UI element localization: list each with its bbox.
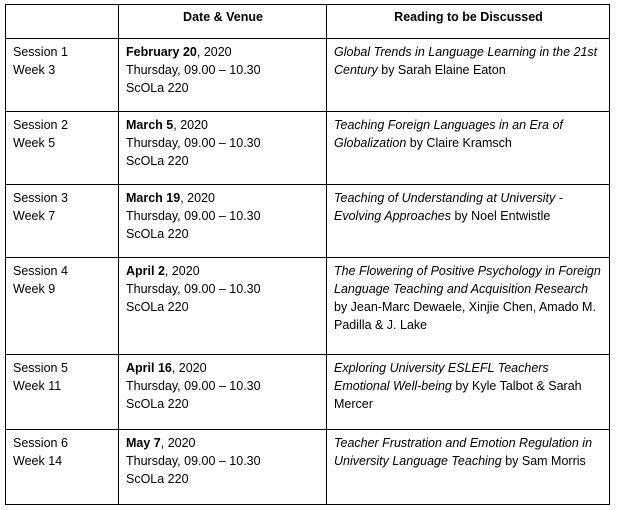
header-session (6, 5, 119, 39)
table-row (6, 430, 610, 505)
session-cell (6, 258, 119, 355)
header-reading: Reading to be Discussed (327, 5, 610, 39)
reading-cell (327, 258, 610, 355)
session-time: Thursday, 09.00 – 10.30 (126, 63, 261, 77)
session-date: April 2 (126, 264, 165, 278)
reading-title: Teaching of Understanding at University - Evolving Approaches (334, 191, 563, 223)
reading-author: by Sarah Elaine Eaton (377, 63, 506, 77)
session-cell (6, 355, 119, 430)
session-year: , 2020 (171, 361, 207, 375)
session-venue: ScOLa 220 (126, 300, 189, 314)
session-time: Thursday, 09.00 – 10.30 (126, 379, 261, 393)
reading-title: The Flowering of Positive Psychology in Foreign Language Teaching and Acquisition Research (334, 264, 601, 296)
session-date: March 5 (126, 118, 174, 132)
header-date-venue: Date & Venue (119, 5, 327, 39)
reading-cell (327, 39, 610, 112)
session-number: Session 6 (13, 436, 68, 450)
session-time: Thursday, 09.00 – 10.30 (126, 282, 261, 296)
reading-title: Global Trends in Language Learning in the 21st Century (334, 45, 598, 77)
date-venue-cell (119, 112, 327, 185)
session-number: Session 5 (13, 361, 68, 375)
date-venue-cell (119, 258, 327, 355)
session-number: Session 4 (13, 264, 68, 278)
session-date: March 19 (126, 191, 181, 205)
table-row (6, 185, 610, 258)
session-number: Session 2 (13, 118, 68, 132)
reading-cell (327, 355, 610, 430)
date-venue-cell (119, 430, 327, 505)
session-number: Session 3 (13, 191, 68, 205)
table-row (6, 355, 610, 430)
date-venue-cell (119, 355, 327, 430)
session-date: February 20 (126, 45, 197, 59)
session-venue: ScOLa 220 (126, 227, 189, 241)
reading-title: Teaching Foreign Languages in an Era of Globalization (334, 118, 563, 150)
session-time: Thursday, 09.00 – 10.30 (126, 209, 261, 223)
session-number: Session 1 (13, 45, 68, 59)
session-time: Thursday, 09.00 – 10.30 (126, 136, 261, 150)
session-week: Week 14 (13, 454, 63, 468)
reading-author: by Jean-Marc Dewaele, Xinjie Chen, Amado M. Padilla & J. Lake (334, 300, 596, 332)
reading-author: by Sam Morris (501, 454, 586, 468)
session-week: Week 11 (13, 379, 62, 393)
session-date: April 16 (126, 361, 172, 375)
table-row (6, 112, 610, 185)
session-cell (6, 39, 119, 112)
date-venue-cell (119, 185, 327, 258)
session-date: May 7 (126, 436, 161, 450)
session-year: , 2020 (160, 436, 196, 450)
reading-cell (327, 430, 610, 505)
session-year: , 2020 (164, 264, 200, 278)
session-venue: ScOLa 220 (126, 81, 189, 95)
schedule-table (5, 4, 610, 505)
reading-author: by Noel Entwistle (450, 209, 551, 223)
session-cell (6, 112, 119, 185)
date-venue-cell (119, 39, 327, 112)
header-row (6, 5, 610, 39)
reading-cell (327, 112, 610, 185)
reading-cell (327, 185, 610, 258)
session-time: Thursday, 09.00 – 10.30 (126, 454, 261, 468)
reading-title: Teacher Frustration and Emotion Regulation in University Language Teaching (334, 436, 593, 468)
reading-author: by Kyle Talbot & Sarah Mercer (334, 379, 582, 411)
session-venue: ScOLa 220 (126, 472, 189, 486)
session-year: , 2020 (196, 45, 232, 59)
session-year: , 2020 (173, 118, 209, 132)
table-row (6, 39, 610, 112)
session-venue: ScOLa 220 (126, 397, 189, 411)
table-row (6, 258, 610, 355)
session-week: Week 3 (13, 63, 56, 77)
session-week: Week 5 (13, 136, 56, 150)
reading-title: Exploring University ESLEFL Teachers Emotional Well-being (334, 361, 549, 393)
session-week: Week 9 (13, 282, 56, 296)
session-week: Week 7 (13, 209, 56, 223)
reading-author: by Claire Kramsch (406, 136, 512, 150)
session-year: , 2020 (180, 191, 215, 205)
session-venue: ScOLa 220 (126, 154, 189, 168)
session-cell (6, 430, 119, 505)
session-cell (6, 185, 119, 258)
